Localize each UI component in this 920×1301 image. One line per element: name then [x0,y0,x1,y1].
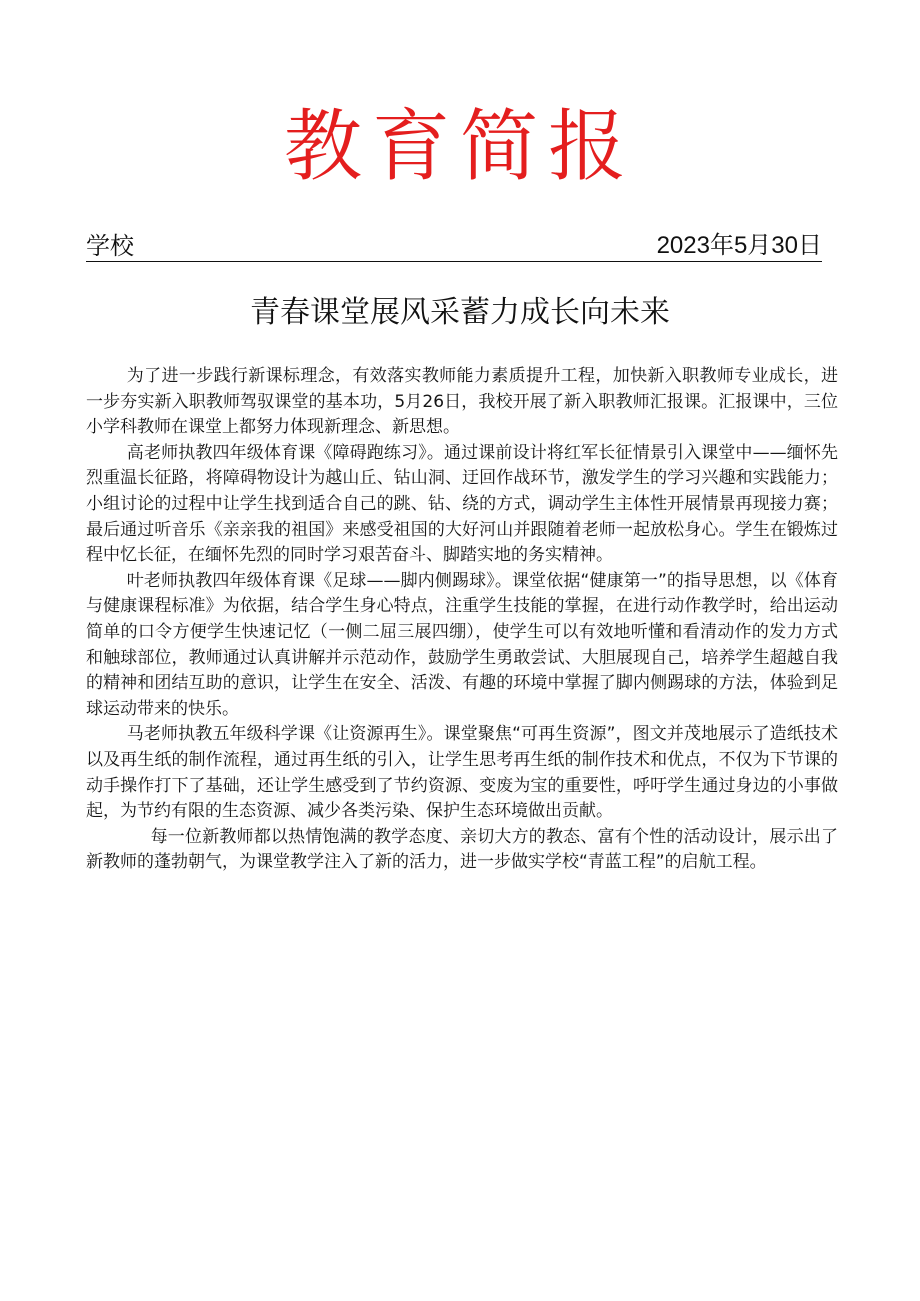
article-paragraph: 马老师执教五年级科学课《让资源再生》。课堂聚焦“可再生资源”，图文并茂地展示了造纸技术以及再生纸的制作流程，通过再生纸的引入，让学生思考再生纸的制作技术和优点，不仅为下节课的动手操作打下了基础，还让学生感受到了节约资源、变废为宝的重要性，呼吁学生通过身边的小事做起，为节约有限的生态资源、减少各类污染、保护生态环境做出贡献。 [86,724,838,822]
article-paragraph: 高老师执教四年级体育课《障碍跑练习》。通过课前设计将红军长征情景引入课堂中——缅怀先烈重温长征路，将障碍物设计为越山丘、钻山洞、迂回作战环节，激发学生的学习兴趣和实践能力；小组讨论的过程中让学生找到适合自己的跳、钻、绕的方式，调动学生主体性开展情景再现接力赛；最后通过听音乐《亲亲我的祖国》来感受祖国的大好河山并跟随着老师一起放松身心。学生在锻炼过程中忆长征，在缅怀先烈的同时学习艰苦奋斗、脚踏实地的务实精神。 [86,442,838,566]
article-paragraph: 叶老师执教四年级体育课《足球——脚内侧踢球》。课堂依据“健康第一”的指导思想，以《体育与健康课程标准》为依据，结合学生身心特点，注重学生技能的掌握，在进行动作教学时，给出运动简单的口令方便学生快速记忆（一侧二屈三展四绷），使学生可以有效地听懂和看清动作的发力方式和触球部位，教师通过认真讲解并示范动作，鼓励学生勇敢尝试、大胆展现自己，培养学生超越自我的精神和团结互助的意识，让学生在安全、活泼、有趣的环境中掌握了脚内侧踢球的方法，体验到足球运动带来的快乐。 [86,570,838,719]
newsletter-masthead: 教育简报 [283,102,636,192]
article-title: 青春课堂展风采蓄力成长向未来 [250,295,670,330]
article-body [86,364,838,876]
issue-date: 2023年5月30日 [656,232,822,259]
article-paragraph: 为了进一步践行新课标理念，有效落实教师能力素质提升工程，加快新入职教师专业成长，进一步夯实新入职教师驾驭课堂的基本功，5月26日，我校开展了新入职教师汇报课。汇报课中，三位小学科教师在课堂上都努力体现新理念、新思想。 [86,366,838,438]
school-label: 学校 [86,232,134,260]
info-line [86,231,822,262]
article-paragraph: 每一位新教师都以热情饱满的教学态度、亲切大方的教态、富有个性的活动设计，展示出了新教师的蓬勃朝气，为课堂教学注入了新的活力，进一步做实学校“青蓝工程”的启航工程。 [86,826,838,873]
